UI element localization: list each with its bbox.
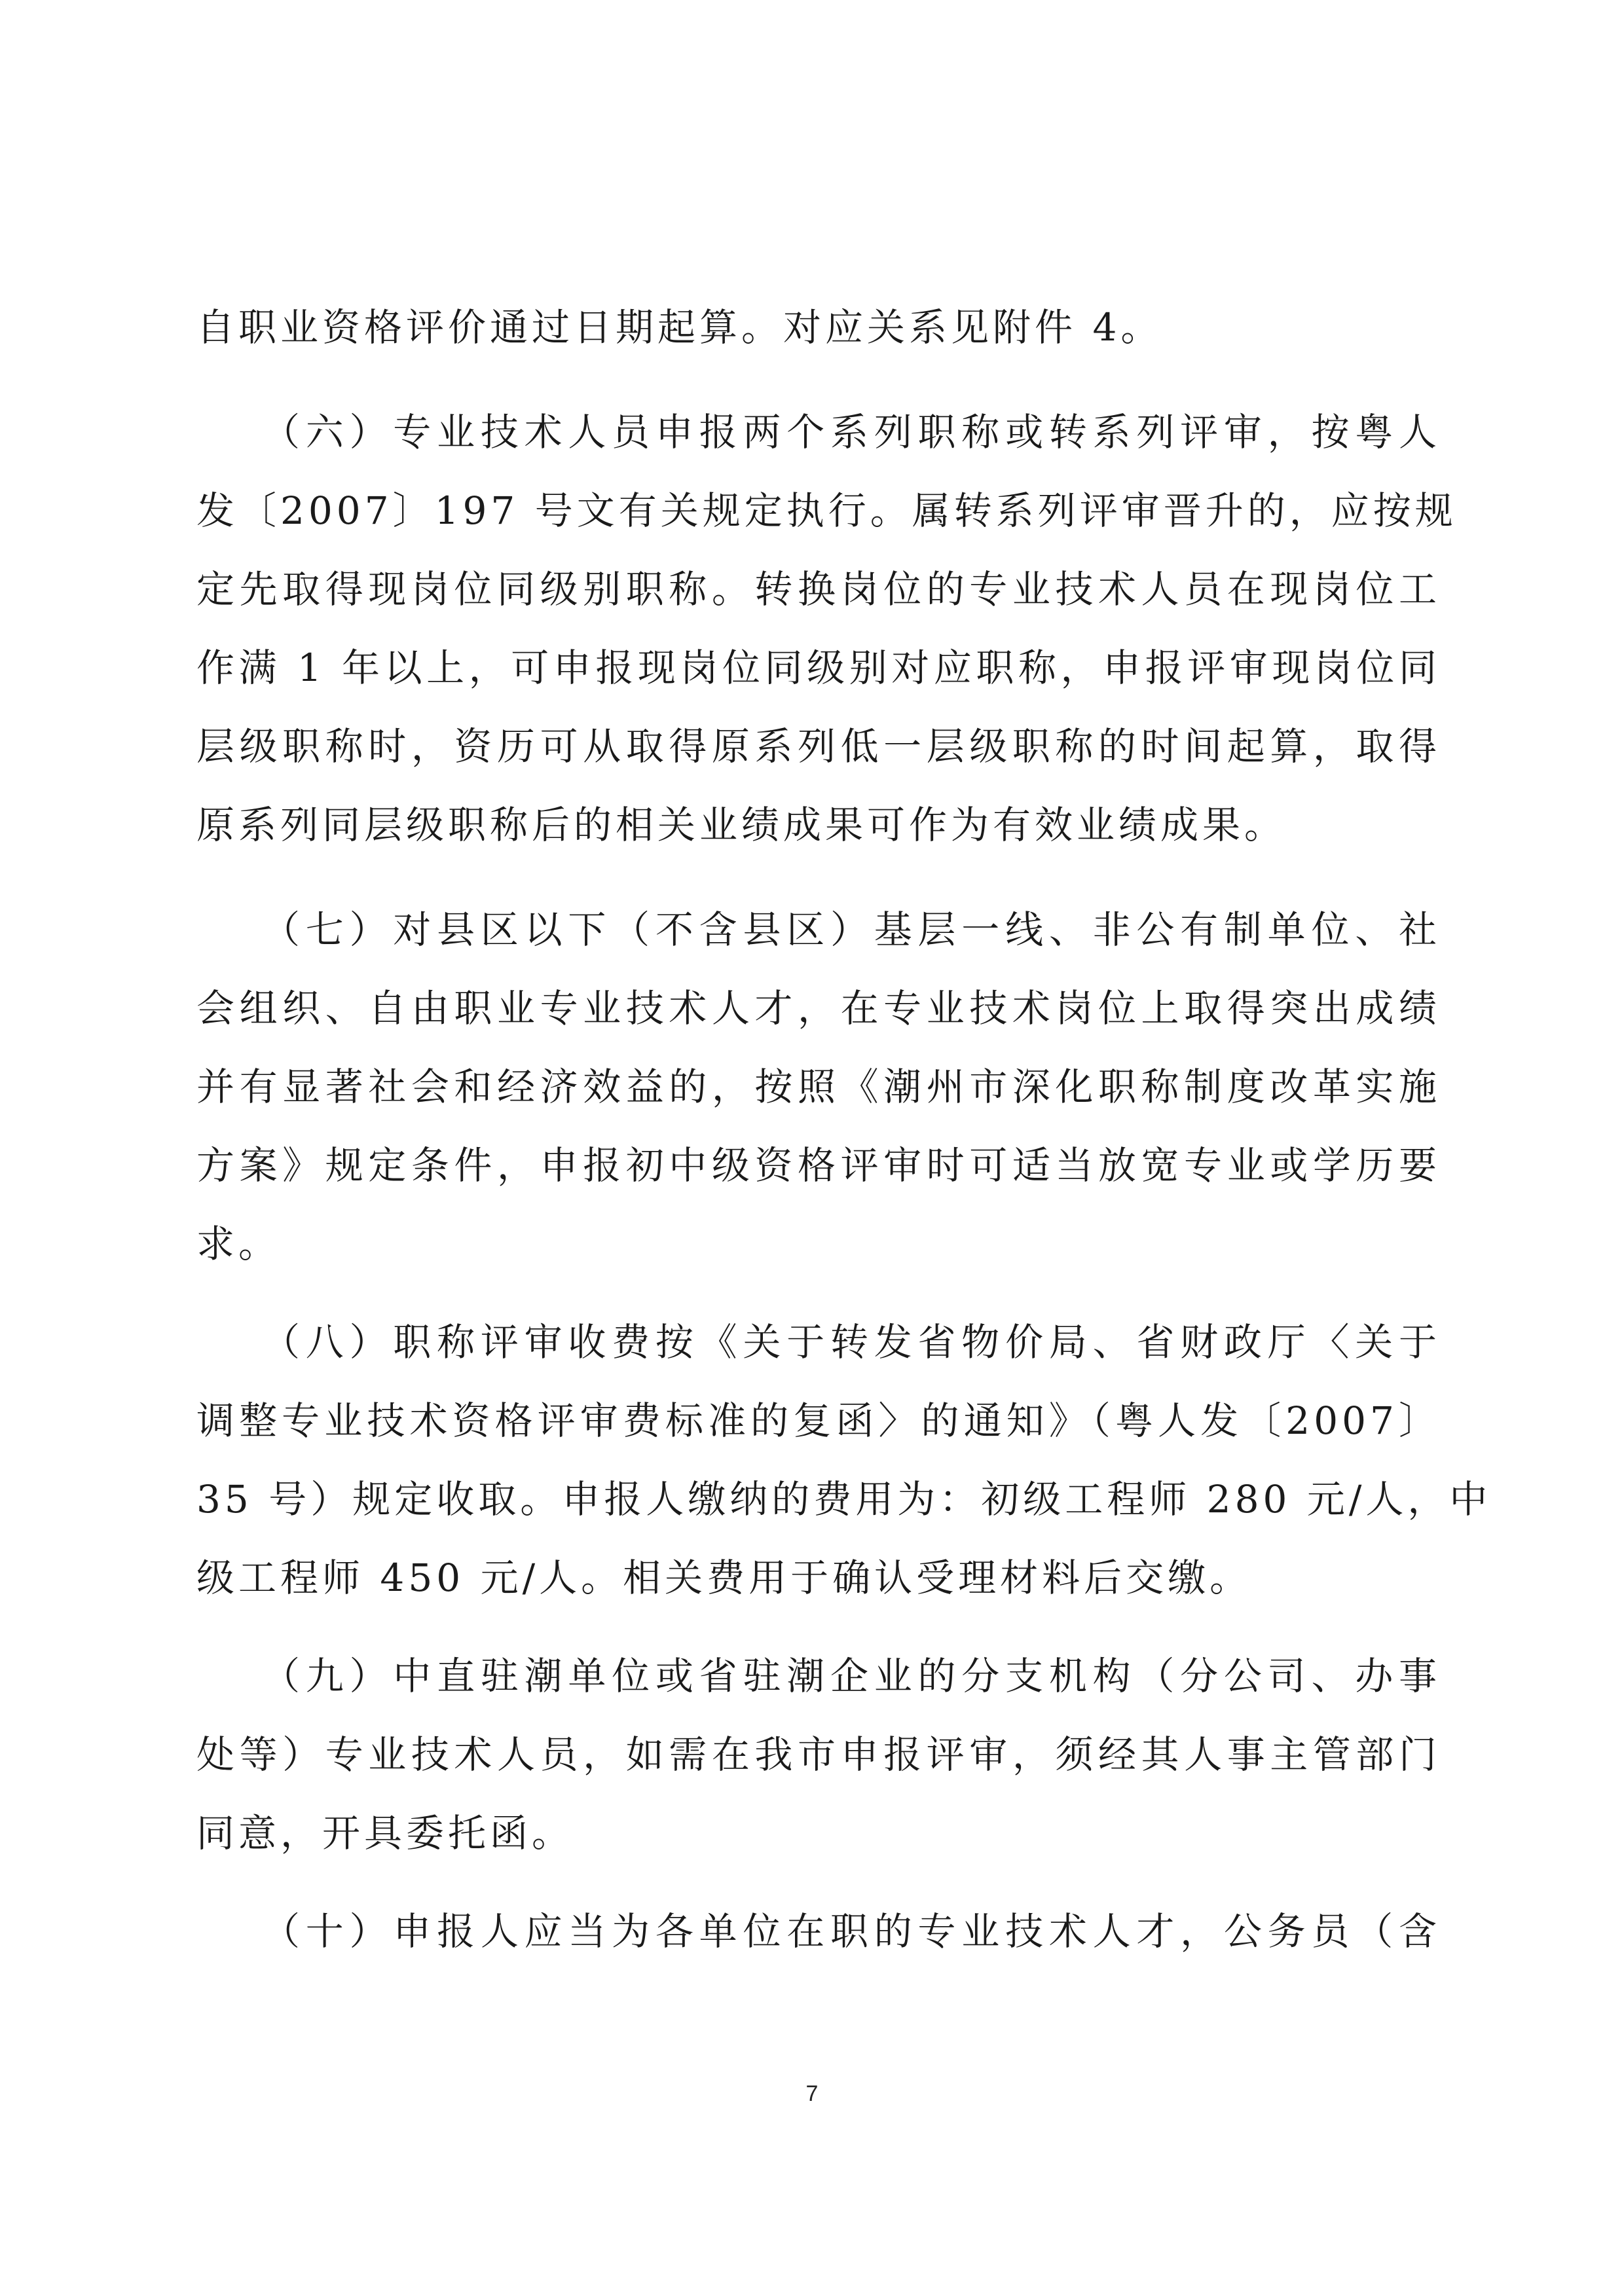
text-line: 调整专业技术资格评审费标准的复函〉的通知》（粤人发〔2007〕 xyxy=(196,1398,1441,1443)
page-number: 7 xyxy=(805,2081,819,2106)
text-line: 35 号）规定收取。申报人缴纳的费用为：初级工程师 280 元/人，中 xyxy=(196,1477,1492,1522)
text-line: 自职业资格评价通过日期起算。对应关系见附件 4。 xyxy=(196,305,1163,350)
text-line: 处等）专业技术人员，如需在我市申报评审，须经其人事主管部门 xyxy=(196,1732,1441,1777)
text-line: 层级职称时，资历可从取得原系列低一层级职称的时间起算，取得 xyxy=(196,724,1441,769)
text-line: 定先取得现岗位同级别职称。转换岗位的专业技术人员在现岗位工 xyxy=(196,567,1441,611)
text-line: （七）对县区以下（不含县区）基层一线、非公有制单位、社 xyxy=(262,907,1441,952)
text-line: 原系列同层级职称后的相关业绩成果可作为有效业绩成果。 xyxy=(196,803,1287,847)
text-line: （九）中直驻潮单位或省驻潮企业的分支机构（分公司、办事 xyxy=(262,1654,1441,1698)
text-line: （八）职称评审收费按《关于转发省物价局、省财政厅〈关于 xyxy=(262,1320,1441,1364)
text-line: 作满 1 年以上，可申报现岗位同级别对应职称，申报评审现岗位同 xyxy=(196,646,1441,690)
text-line: 方案》规定条件，申报初中级资格评审时可适当放宽专业或学历要 xyxy=(196,1143,1441,1188)
text-line: 同意，开具委托函。 xyxy=(196,1811,574,1855)
text-line: 会组织、自由职业专业技术人才，在专业技术岗位上取得突出成绩 xyxy=(196,986,1441,1030)
text-line: （十）申报人应当为各单位在职的专业技术人才，公务员（含 xyxy=(262,1909,1441,1954)
text-line: （六）专业技术人员申报两个系列职称或转系列评审，按粤人 xyxy=(262,410,1441,454)
text-line: 并有显著社会和经济效益的，按照《潮州市深化职称制度改革实施 xyxy=(196,1065,1441,1109)
text-line: 级工程师 450 元/人。相关费用于确认受理材料后交缴。 xyxy=(196,1556,1252,1600)
text-line: 发〔2007〕197 号文有关规定执行。属转系列评审晋升的，应按规 xyxy=(196,488,1457,533)
text-line: 求。 xyxy=(196,1222,281,1266)
